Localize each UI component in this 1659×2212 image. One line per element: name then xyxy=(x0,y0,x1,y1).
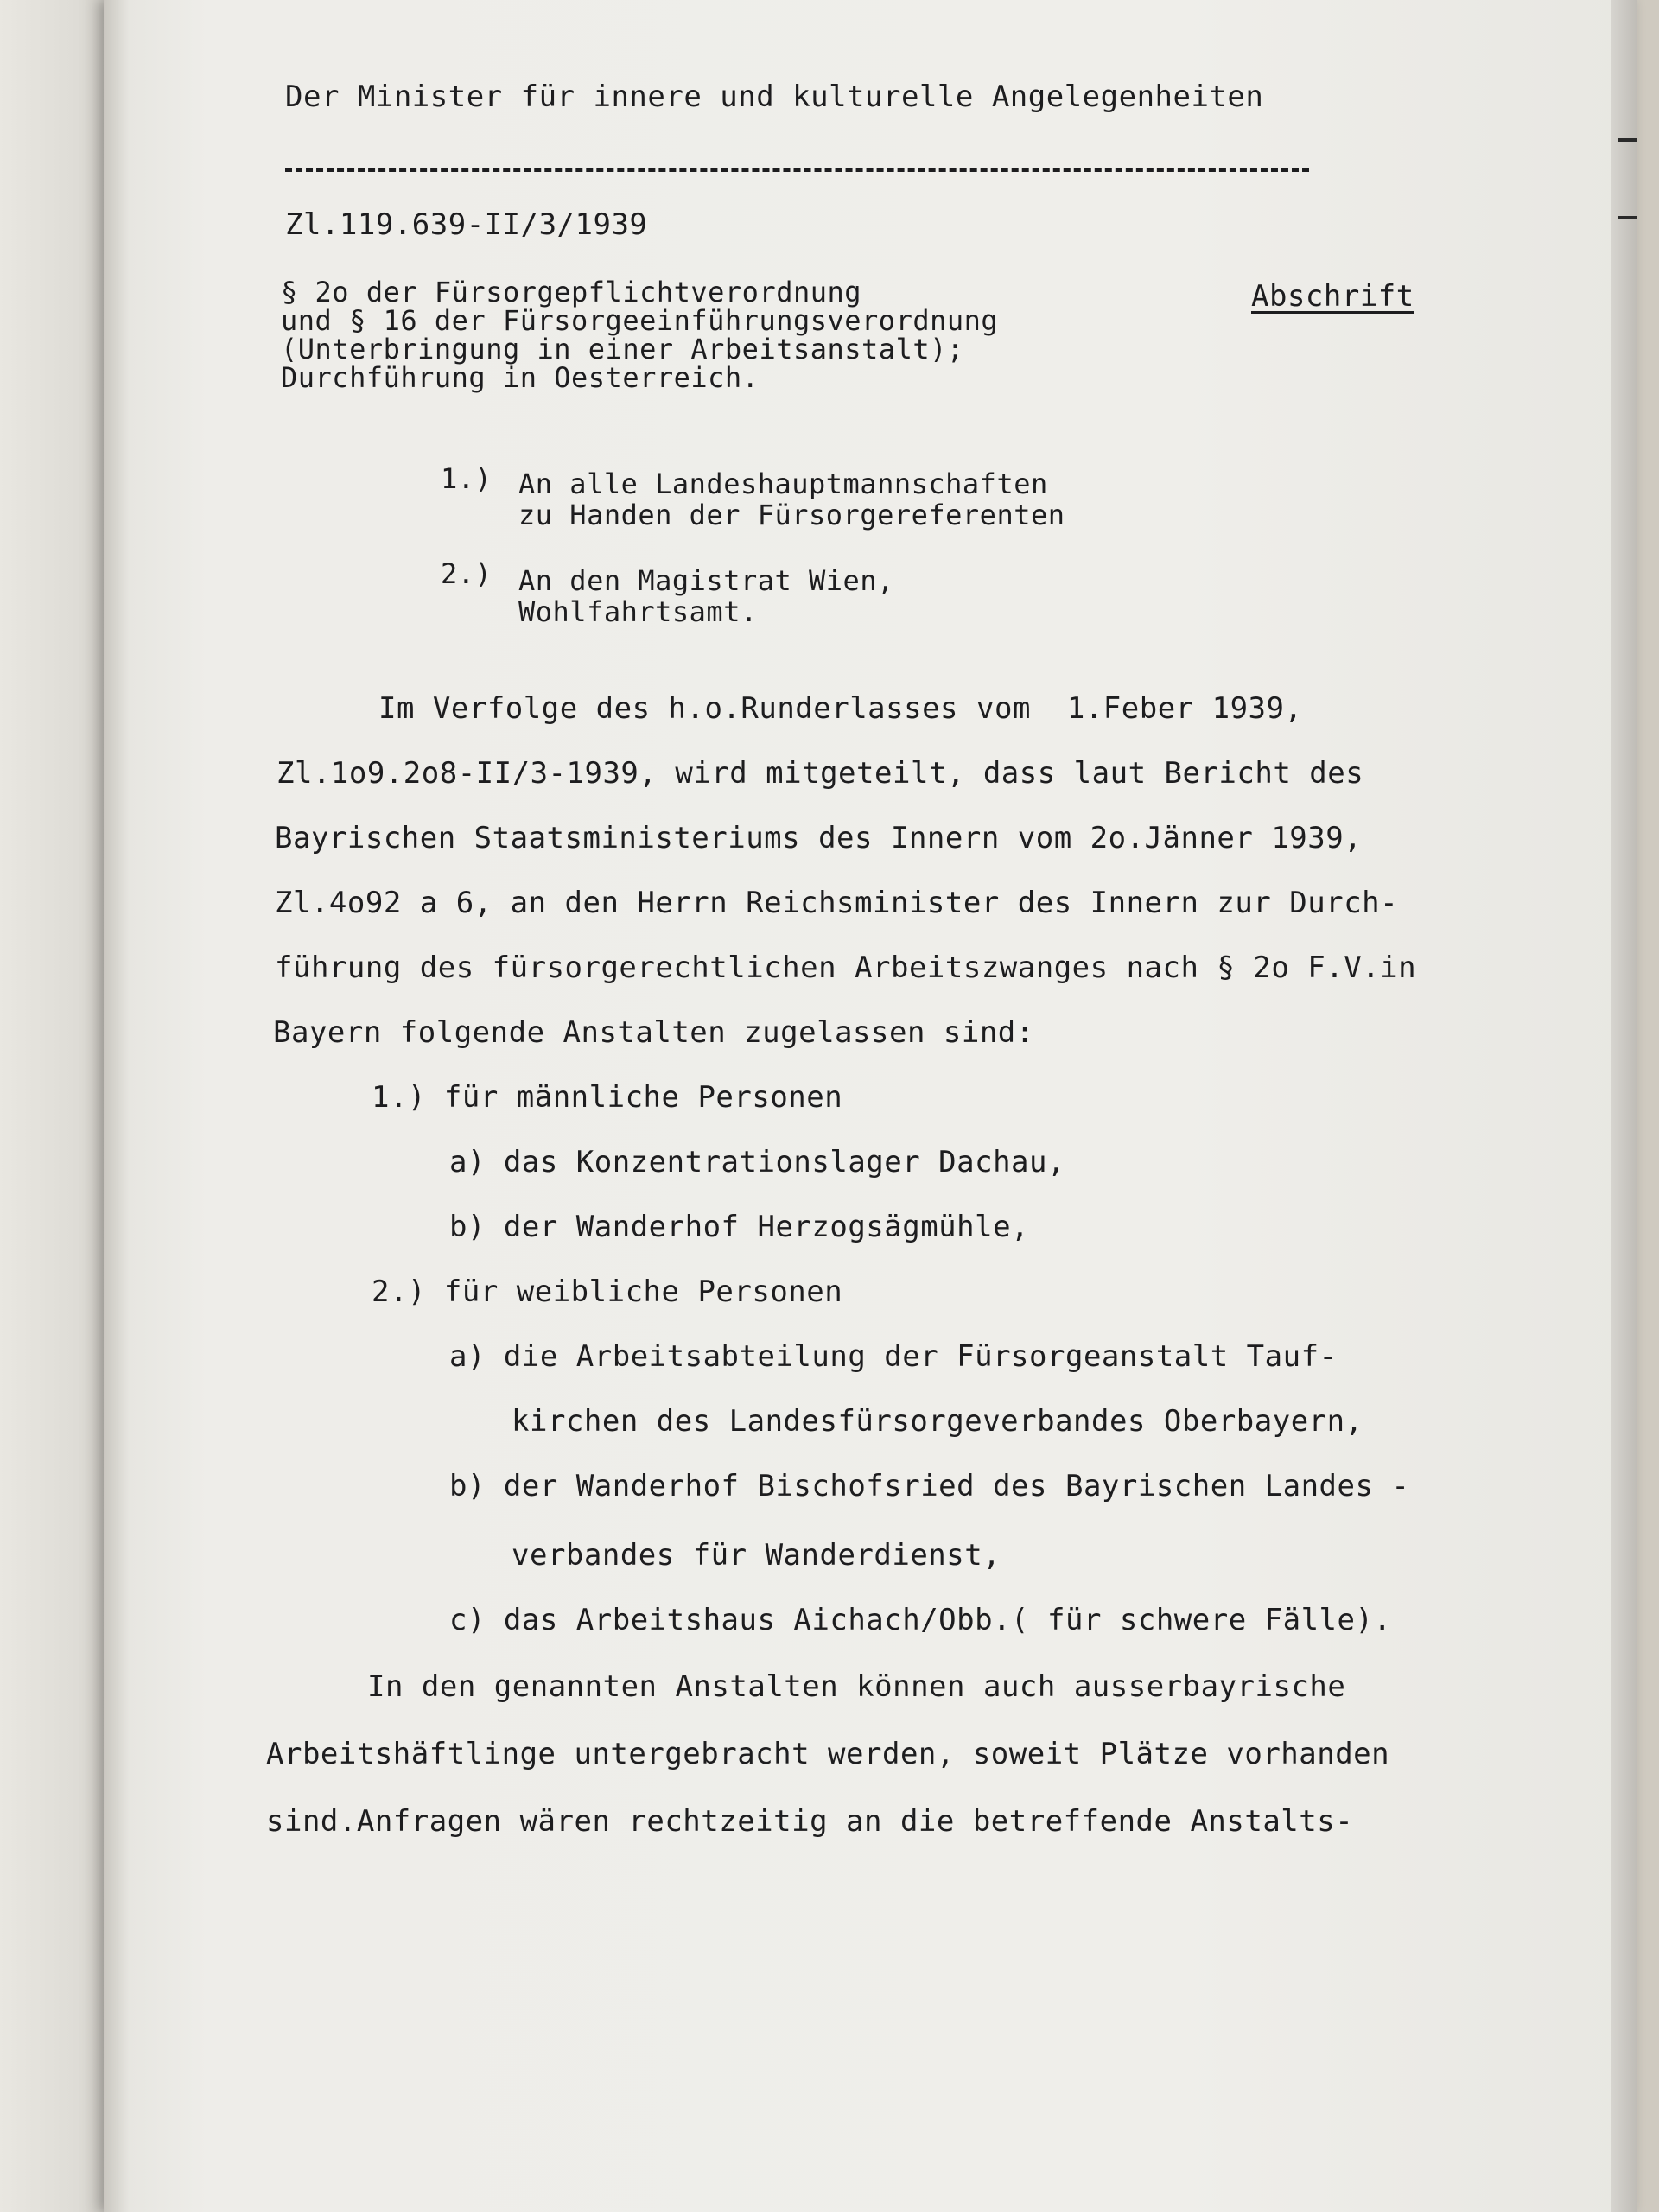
subject-line: und § 16 der Fürsorgeeinführungsverordnung xyxy=(281,304,999,337)
recipient-number: 1.) xyxy=(441,462,493,495)
copy-label: Abschrift xyxy=(1251,279,1414,314)
body-line: Zl.4o92 a 6, an den Herrn Reichsminister des Innern zur Durch- xyxy=(275,886,1399,920)
body-line: Im Verfolge des h.o.Runderlasses vom 1.Feber 1939, xyxy=(378,691,1303,726)
recipient-line: An alle Landeshauptmannschaften xyxy=(518,467,1048,500)
recipient-line: Wohlfahrtsamt. xyxy=(518,595,758,628)
reference-number: Zl.119.639-II/3/1939 xyxy=(285,207,648,242)
body-line: Bayern folgende Anstalten zugelassen sind: xyxy=(273,1015,1034,1050)
list-item: kirchen des Landesfürsorgeverbandes Oberbayern, xyxy=(512,1404,1363,1439)
body-line: Zl.1o9.2o8-II/3-1939, wird mitgeteilt, dass laut Bericht des xyxy=(276,756,1364,791)
recipient-line: zu Handen der Fürsorgereferenten xyxy=(518,499,1065,531)
list-item: a) die Arbeitsabteilung der Fürsorgeanstalt Tauf- xyxy=(449,1339,1338,1374)
list-item: 2.) für weibliche Personen xyxy=(372,1274,843,1309)
list-item: b) der Wanderhof Herzogsägmühle, xyxy=(449,1210,1030,1244)
body-line: sind.Anfragen wären rechtzeitig an die betreffende Anstalts- xyxy=(266,1804,1354,1839)
body-line: In den genannten Anstalten können auch ausserbayrische xyxy=(367,1669,1346,1704)
body-line: führung des fürsorgerechtlichen Arbeitszwanges nach § 2o F.V.in xyxy=(275,950,1417,985)
ministry-title: Der Minister für innere und kulturelle Angelegenheiten xyxy=(285,79,1264,114)
list-item: c) das Arbeitshaus Aichach/Obb.( für schwere Fälle). xyxy=(449,1603,1392,1637)
edge-mark xyxy=(1618,216,1637,219)
header-divider xyxy=(285,168,1309,172)
subject-line: § 2o der Fürsorgepflichtverordnung xyxy=(281,276,862,308)
recipient-line: An den Magistrat Wien, xyxy=(518,564,894,597)
list-item: 1.) für männliche Personen xyxy=(372,1080,843,1115)
body-line: Arbeitshäftlinge untergebracht werden, soweit Plätze vorhanden xyxy=(266,1737,1390,1771)
body-line: Bayrischen Staatsministeriums des Innern vom 2o.Jänner 1939, xyxy=(275,821,1363,855)
document-sheet xyxy=(104,0,1637,2212)
list-item: b) der Wanderhof Bischofsried des Bayrischen Landes - xyxy=(449,1469,1410,1503)
recipient-number: 2.) xyxy=(441,557,493,590)
edge-mark xyxy=(1618,138,1637,142)
right-edge xyxy=(1611,0,1637,2212)
list-item: a) das Konzentrationslager Dachau, xyxy=(449,1145,1065,1179)
subject-line: (Unterbringung in einer Arbeitsanstalt); xyxy=(281,333,964,365)
subject-line: Durchführung in Oesterreich. xyxy=(281,361,760,394)
list-item: verbandes für Wanderdienst, xyxy=(512,1538,1001,1573)
